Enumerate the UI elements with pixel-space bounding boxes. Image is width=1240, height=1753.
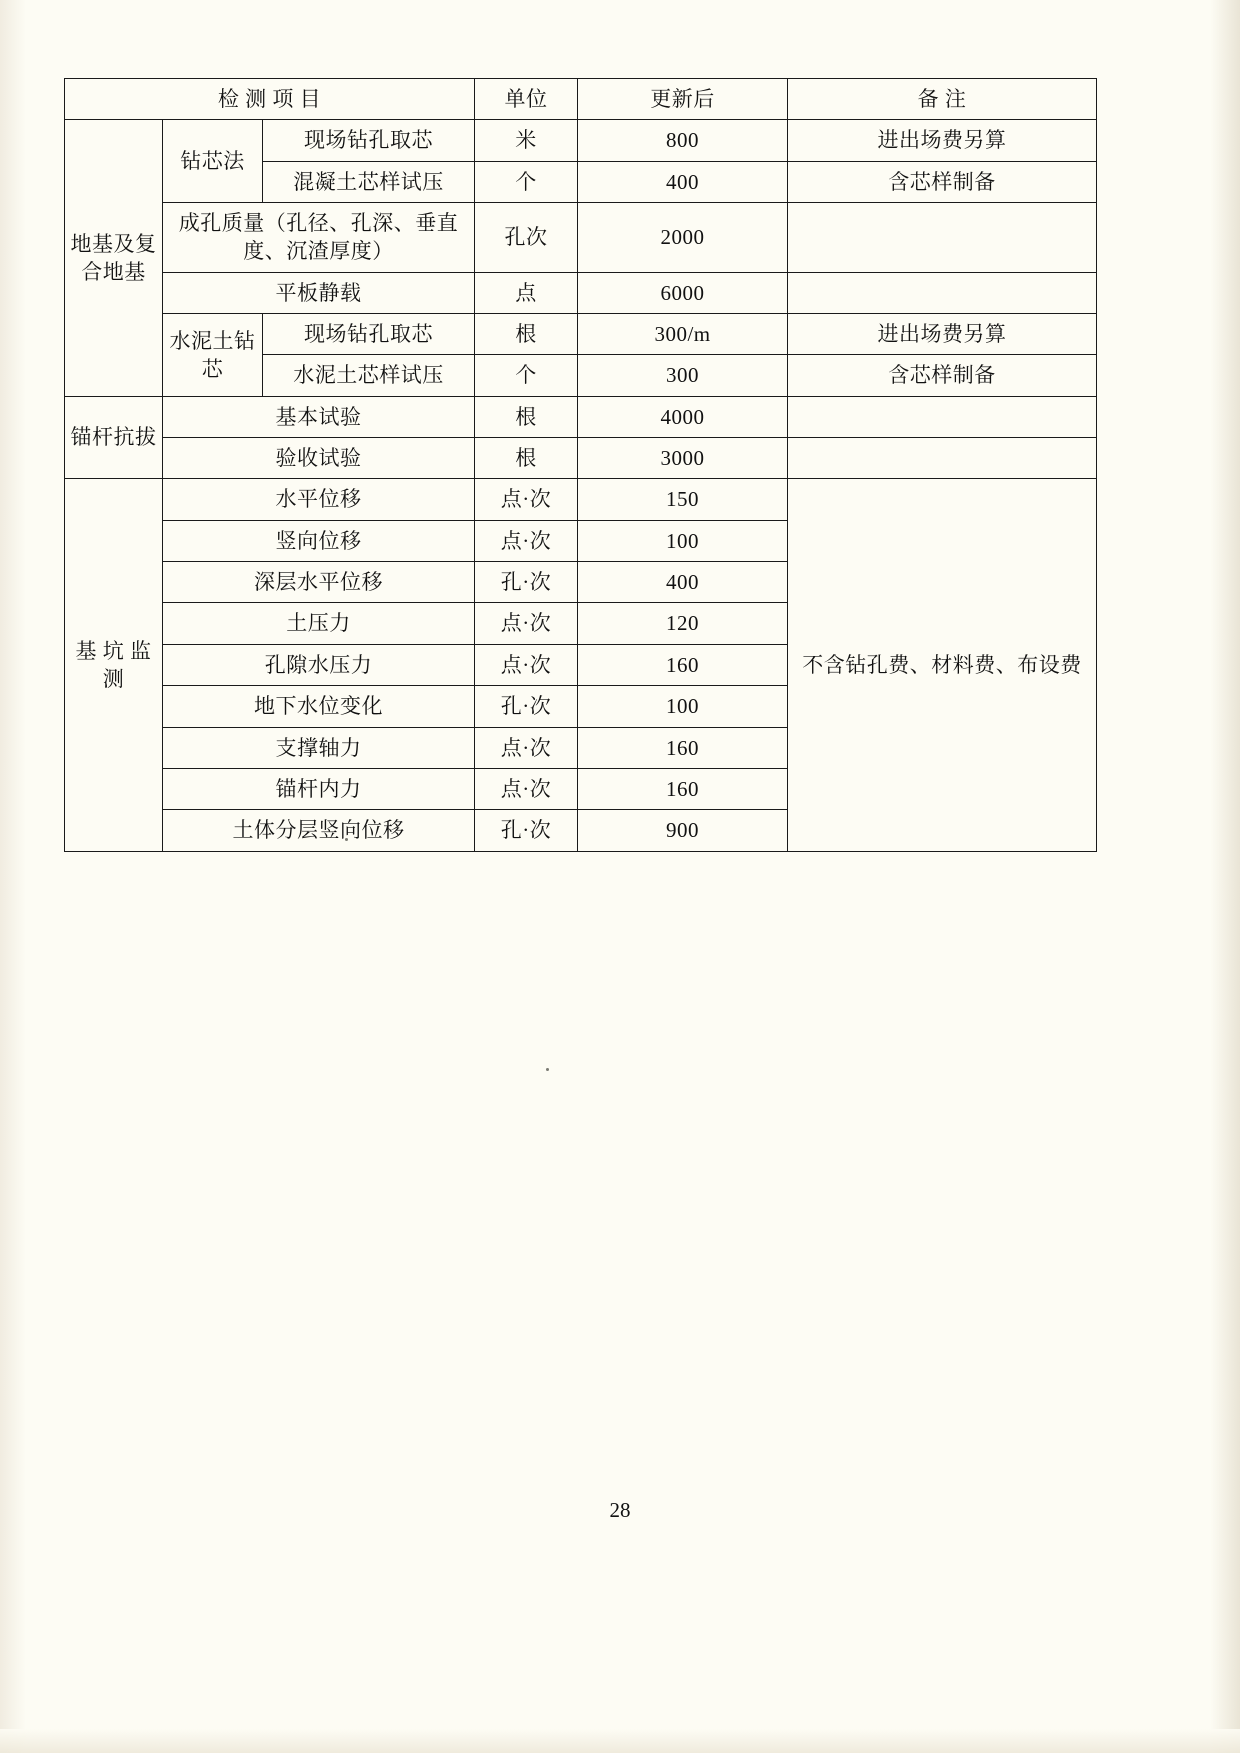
cell-value: 120 <box>578 603 788 644</box>
cell-value: 900 <box>578 810 788 851</box>
cell-value: 2000 <box>578 203 788 273</box>
cell-unit: 米 <box>475 120 578 161</box>
cell-unit: 孔·次 <box>475 810 578 851</box>
cell-item: 土压力 <box>163 603 475 644</box>
cell-remark: 进出场费另算 <box>788 120 1097 161</box>
cell-remark <box>788 396 1097 437</box>
cell-item: 锚杆内力 <box>163 768 475 809</box>
cell-unit: 根 <box>475 438 578 479</box>
scan-speck <box>546 1068 549 1071</box>
cell-remark <box>788 438 1097 479</box>
cell-unit: 根 <box>475 314 578 355</box>
cell-item: 孔隙水压力 <box>163 644 475 685</box>
cell-value: 300 <box>578 355 788 396</box>
inspection-fee-table <box>64 78 1096 852</box>
cell-remark-monitoring: 不含钻孔费、材料费、布设费 <box>788 479 1097 851</box>
cell-item: 基本试验 <box>163 396 475 437</box>
page-edge-left <box>0 0 26 1753</box>
table-header-row <box>65 79 1097 120</box>
cell-unit: 根 <box>475 396 578 437</box>
cell-remark <box>788 272 1097 313</box>
table-row <box>65 120 1097 161</box>
cell-unit: 点·次 <box>475 603 578 644</box>
cell-value: 3000 <box>578 438 788 479</box>
cell-value: 160 <box>578 644 788 685</box>
cell-item: 土体分层竖向位移 <box>163 810 475 851</box>
cell-remark: 进出场费另算 <box>788 314 1097 355</box>
cell-unit: 个 <box>475 355 578 396</box>
cell-item: 现场钻孔取芯 <box>263 314 475 355</box>
subgroup-cement-soil-core: 水泥土钻 芯 <box>163 314 263 397</box>
cell-remark <box>788 203 1097 273</box>
table-row <box>65 203 1097 273</box>
table-row <box>65 438 1097 479</box>
cell-unit: 点·次 <box>475 479 578 520</box>
cell-item: 水平位移 <box>163 479 475 520</box>
cell-value: 800 <box>578 120 788 161</box>
cell-value: 160 <box>578 768 788 809</box>
group-anchor-pullout: 锚杆抗拔 <box>65 396 163 479</box>
page-number: 28 <box>609 1498 631 1522</box>
cell-value: 6000 <box>578 272 788 313</box>
cell-unit: 点·次 <box>475 727 578 768</box>
group-foundation: 地基及复 合地基 <box>65 120 163 396</box>
cell-item: 支撑轴力 <box>163 727 475 768</box>
cell-unit: 孔·次 <box>475 686 578 727</box>
header-unit: 单位 <box>475 79 578 120</box>
cell-value: 300/m <box>578 314 788 355</box>
group-pit-monitoring: 基 坑 监 测 <box>65 479 163 851</box>
cell-unit: 点·次 <box>475 520 578 561</box>
table-row <box>65 479 1097 520</box>
table-row <box>65 396 1097 437</box>
cell-value: 150 <box>578 479 788 520</box>
cell-unit: 个 <box>475 161 578 202</box>
cell-item: 现场钻孔取芯 <box>263 120 475 161</box>
cell-item: 验收试验 <box>163 438 475 479</box>
cell-item: 混凝土芯样试压 <box>263 161 475 202</box>
cell-item: 成孔质量（孔径、孔深、垂直度、沉渣厚度） <box>163 203 475 273</box>
cell-remark: 含芯样制备 <box>788 161 1097 202</box>
cell-item: 平板静载 <box>163 272 475 313</box>
cell-value: 400 <box>578 562 788 603</box>
cell-item: 竖向位移 <box>163 520 475 561</box>
table-row <box>65 272 1097 313</box>
cell-unit: 孔次 <box>475 203 578 273</box>
cell-item: 深层水平位移 <box>163 562 475 603</box>
cell-value: 4000 <box>578 396 788 437</box>
page-edge-right <box>1210 0 1240 1753</box>
cell-remark: 含芯样制备 <box>788 355 1097 396</box>
cell-unit: 孔·次 <box>475 562 578 603</box>
cell-value: 100 <box>578 686 788 727</box>
cell-unit: 点·次 <box>475 768 578 809</box>
cell-item: 地下水位变化 <box>163 686 475 727</box>
cell-value: 100 <box>578 520 788 561</box>
header-item: 检 测 项 目 <box>65 79 475 120</box>
subgroup-core-drilling: 钻芯法 <box>163 120 263 203</box>
cell-value: 400 <box>578 161 788 202</box>
cell-item: 水泥土芯样试压 <box>263 355 475 396</box>
cell-unit: 点·次 <box>475 644 578 685</box>
table <box>64 78 1097 852</box>
cell-value: 160 <box>578 727 788 768</box>
header-remark: 备 注 <box>788 79 1097 120</box>
header-updated-price: 更新后 <box>578 79 788 120</box>
table-row <box>65 314 1097 355</box>
cell-unit: 点 <box>475 272 578 313</box>
page-edge-bottom <box>0 1729 1240 1753</box>
